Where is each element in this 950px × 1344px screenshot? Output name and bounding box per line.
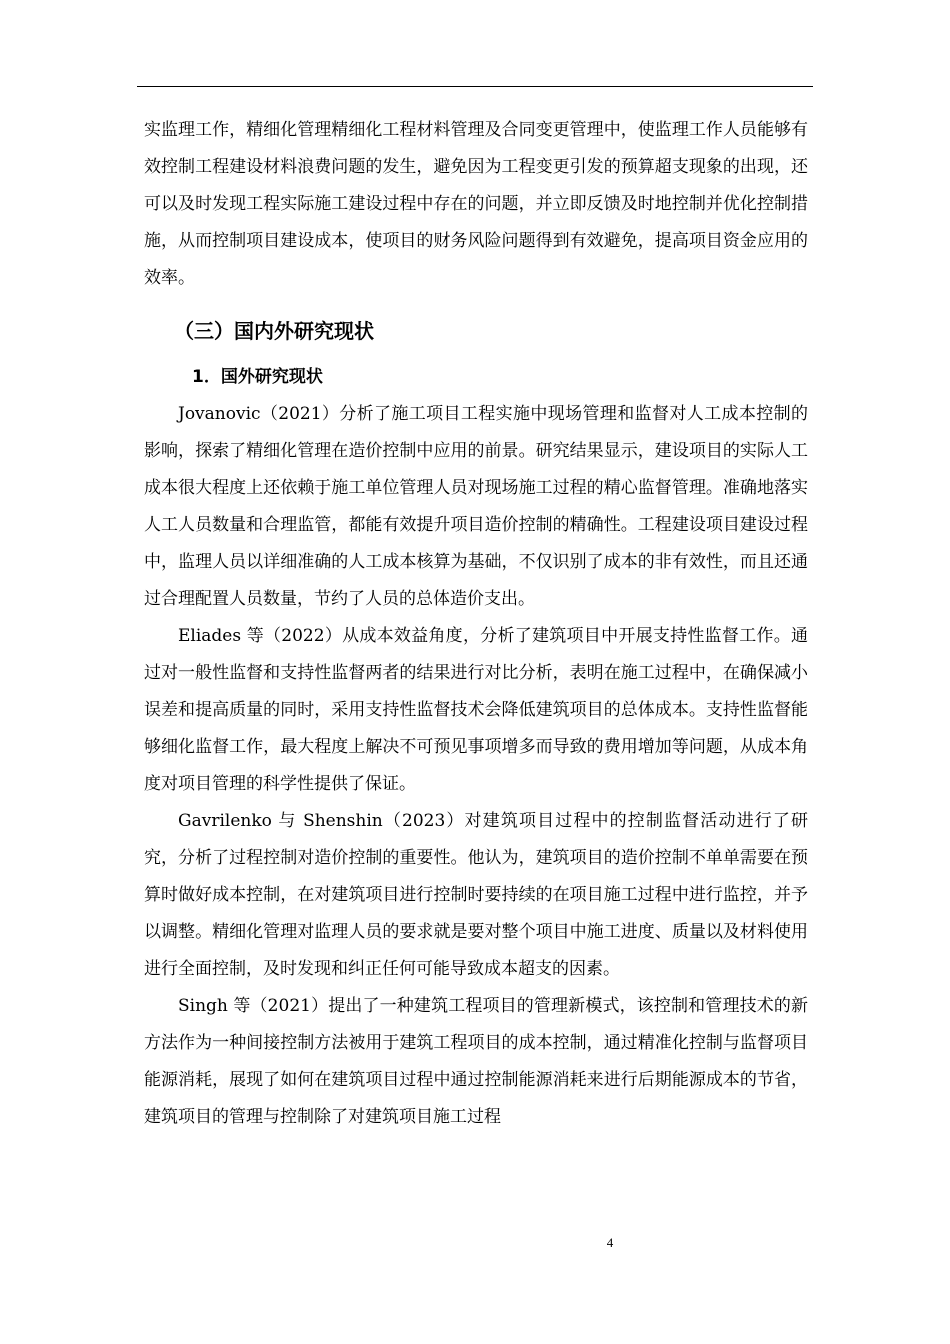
paragraph-eliades: Eliades 等（2022）从成本效益角度，分析了建筑项目中开展支持性监督工作。通过对一般性监督和支持性监督两者的结果进行对比分析，表明在施工过程中，在确保减小误差和提高质量的同时，采用支持性监督技术会降低建筑项目的总体成本。支持性监督能够细化监督工作，最大程度上解决不可预见事项增多而导致的费用增加等问题，从成本角度对项目管理的科学性提供了保证。	[144, 626, 808, 794]
subsection-heading: 1．国外研究现状	[192, 367, 323, 387]
section-heading: （三）国内外研究现状	[174, 319, 374, 343]
paragraph-continued: 实监理工作，精细化管理精细化工程材料管理及合同变更管理中，使监理工作人员能够有效控制工程建设材料浪费问题的发生，避免因为工程变更引发的预算超支现象的出现，还可以及时发现工程实际施工建设过程中存在的问题，并立即反馈及时地控制并优化控制措施，从而控制项目建设成本，使项目的财务风险问题得到有效避免，提高项目资金应用的效率。	[144, 120, 808, 288]
page-number: 4	[606, 1235, 614, 1250]
paragraph-gavrilenko: Gavrilenko 与 Shenshin（2023）对建筑项目过程中的控制监督活动进行了研究，分析了过程控制对造价控制的重要性。他认为，建筑项目的造价控制不单单需要在预算时做好成本控制，在对建筑项目进行控制时要持续的在项目施工过程中进行监控，并予以调整。精细化管理对监理人员的要求就是要对整个项目中施工进度、质量以及材料使用进行全面控制，及时发现和纠正任何可能导致成本超支的因素。	[144, 811, 808, 979]
paragraph-jovanovic: Jovanovic（2021）分析了施工项目工程实施中现场管理和监督对人工成本控制的影响，探索了精细化管理在造价控制中应用的前景。研究结果显示，建设项目的实际人工成本很大程度上还依赖于施工单位管理人员对现场施工过程的精心监督管理。准确地落实人工人员数量和合理监管，都能有效提升项目造价控制的精确性。工程建设项目建设过程中，监理人员以详细准确的人工成本核算为基础，不仅识别了成本的非有效性，而且还通过合理配置人员数量，节约了人员的总体造价支出。	[144, 404, 808, 609]
header-rule	[137, 86, 813, 87]
paragraph-singh: Singh 等（2021）提出了一种建筑工程项目的管理新模式，该控制和管理技术的新方法作为一种间接控制方法被用于建筑工程项目的成本控制，通过精准化控制与监督项目能源消耗，展现了如何在建筑项目过程中通过控制能源消耗来进行后期能源成本的节省，建筑项目的管理与控制除了对建筑项目施工过程	[144, 996, 808, 1127]
page-body	[144, 112, 808, 1136]
